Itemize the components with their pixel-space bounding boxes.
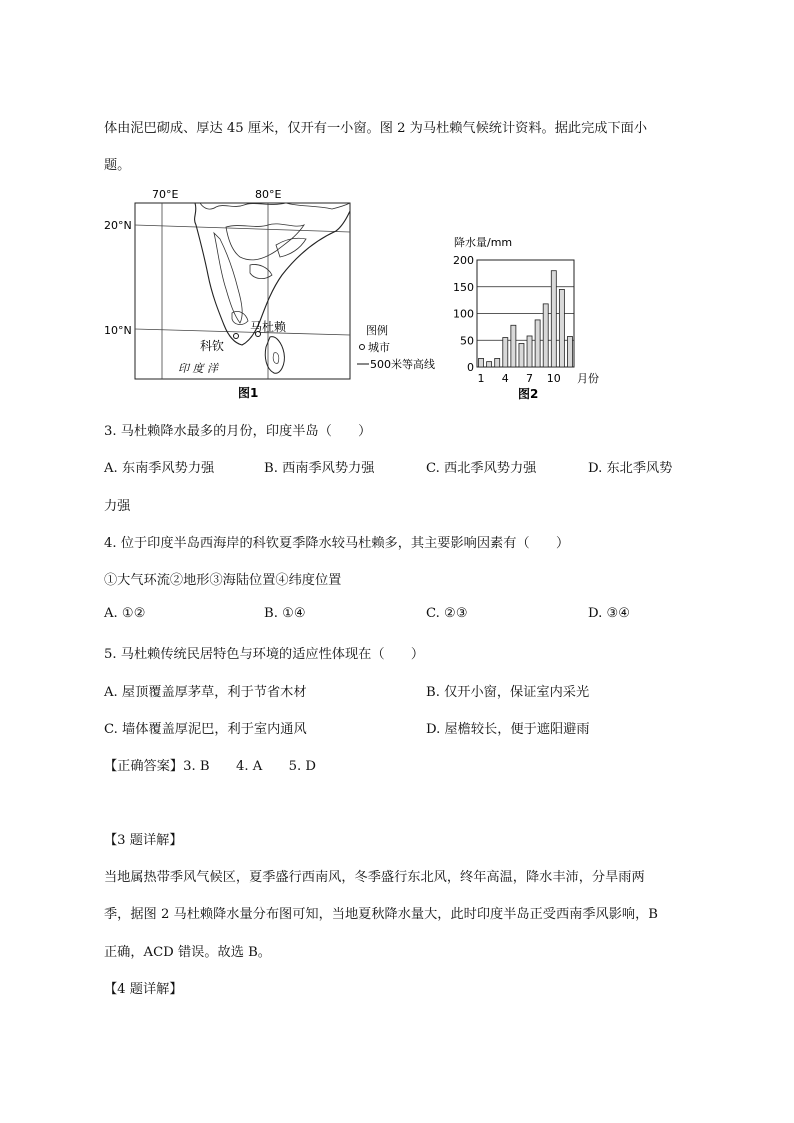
- legend-contour-label: 500米等高线: [370, 358, 435, 371]
- legend-city-label: 城市: [368, 341, 390, 354]
- xtick-label-10: 10: [546, 372, 561, 385]
- q4-stem: 4. 位于印度半岛西海岸的科钦夏季降水较马杜赖多，其主要影响因素有（ ）: [104, 536, 570, 551]
- bar-month-10: [551, 271, 556, 367]
- q3-option-d-cont: 力强: [104, 499, 131, 514]
- city-marker-kochi: [234, 334, 239, 339]
- q4-factors: ①大气环流②地形③海陆位置④纬度位置: [104, 573, 342, 588]
- q5-stem: 5. 马杜赖传统民居特色与环境的适应性体现在（ ）: [104, 647, 425, 662]
- figure-2-caption: 图2: [518, 387, 539, 401]
- legend-title: 图例: [366, 324, 388, 337]
- bar-month-7: [527, 336, 532, 367]
- explain3-title: 【3 题详解】: [104, 833, 183, 848]
- explain3-line-1: 当地属热带季风气候区，夏季盛行西南风，冬季盛行东北风，终年高温，降水丰沛，分旱雨两: [104, 870, 645, 885]
- bar-month-1: [479, 358, 484, 367]
- q4-option-d: D. ③④: [588, 606, 631, 621]
- q3-option-a: A. 东南季风势力强: [104, 461, 215, 476]
- q4-option-c: C. ②③: [426, 606, 468, 621]
- bar-month-2: [487, 362, 492, 367]
- q3-option-d: D. 东北季风势: [588, 461, 673, 476]
- lon-label-70: 70°E: [152, 188, 179, 201]
- figure-2-chart: [450, 232, 605, 402]
- map-legend: [355, 340, 445, 380]
- bar-month-4: [503, 338, 508, 367]
- bar-month-9: [543, 304, 548, 367]
- bar-month-5: [511, 325, 516, 367]
- figure-1-caption: 图1: [238, 386, 259, 400]
- lat-label-10: 10°N: [104, 324, 132, 337]
- bar-month-11: [559, 289, 564, 367]
- ytick-label-200: 200: [453, 254, 474, 267]
- explain4-title: 【4 题详解】: [104, 982, 183, 997]
- q3-option-c: C. 西北季风势力强: [426, 461, 537, 476]
- lon-label-80: 80°E: [255, 188, 282, 201]
- map-frame: [135, 203, 350, 379]
- xtick-label-4: 4: [501, 372, 509, 385]
- label-ocean: 印 度 洋: [178, 362, 218, 375]
- contour-east-2: [250, 264, 272, 278]
- xtick-label-1: 1: [477, 372, 485, 385]
- bar-month-8: [535, 320, 540, 367]
- q5-option-b: B. 仅开小窗，保证室内采光: [426, 685, 590, 700]
- sri-lanka-contour: [273, 353, 279, 364]
- q5-option-d: D. 屋檐较长，便于遮阳避雨: [426, 722, 590, 737]
- q4-option-b: B. ①④: [264, 606, 306, 621]
- q3-stem: 3. 马杜赖降水最多的月份，印度半岛（ ）: [104, 424, 372, 439]
- q5-option-a: A. 屋顶覆盖厚茅草，利于节省木材: [104, 685, 307, 700]
- intro-line-2: 题。: [104, 158, 131, 173]
- ytick-label-100: 100: [453, 307, 474, 321]
- intro-line-1: 体由泥巴砌成、厚达 45 厘米，仅开有一小窗。图 2 为马杜赖气候统计资料。据此完成下面小: [104, 121, 648, 136]
- bar-month-3: [495, 358, 500, 367]
- label-kochi: 科钦: [200, 339, 225, 353]
- bar-month-6: [519, 343, 524, 367]
- q3-option-b: B. 西南季风势力强: [264, 461, 375, 476]
- label-madurai: 马杜赖: [250, 320, 287, 334]
- explain3-line-2: 季，据图 2 马杜赖降水量分布图可知，当地夏秋降水量大，此时印度半岛正受西南季风影响，B: [104, 907, 658, 922]
- xtick-label-7: 7: [526, 372, 534, 385]
- bar-month-12: [567, 337, 572, 367]
- chart-ylabel: 降水量/mm: [454, 236, 513, 249]
- answer-line: 【正确答案】3. B 4. A 5. D: [104, 759, 316, 774]
- q5-option-c: C. 墙体覆盖厚泥巴，利于室内通风: [104, 722, 307, 737]
- ytick-label-150: 150: [453, 280, 474, 294]
- explain3-line-3: 正确，ACD 错误。故选 B。: [104, 945, 271, 960]
- ytick-label-0: 0: [467, 361, 474, 374]
- lat-label-20: 20°N: [104, 219, 132, 232]
- legend-city-icon: [360, 345, 365, 350]
- parallel-10: [135, 329, 350, 335]
- coastline-north: [200, 203, 350, 209]
- chart-xunit: 月份: [577, 372, 599, 385]
- ytick-label-50: 50: [460, 334, 474, 348]
- q4-option-a: A. ①②: [104, 606, 146, 621]
